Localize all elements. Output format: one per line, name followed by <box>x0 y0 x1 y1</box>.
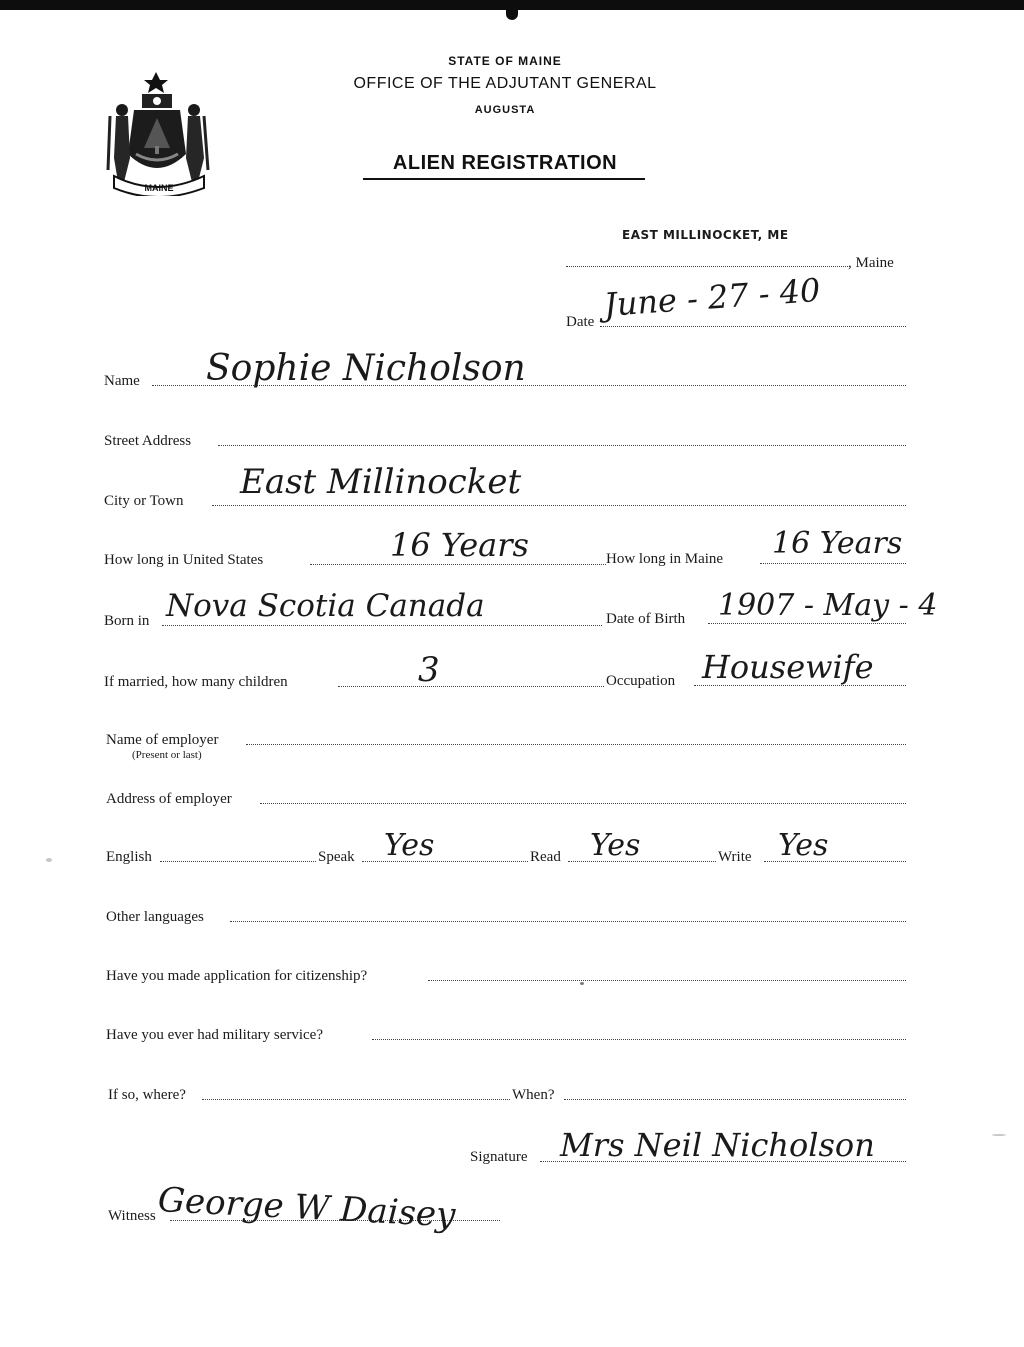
street-label: Street Address <box>104 433 192 449</box>
maine-label: , Maine <box>848 255 894 271</box>
military-label: Have you ever had military service? <box>106 1027 323 1043</box>
scan-dot <box>580 982 584 985</box>
scan-mark <box>992 1134 1006 1136</box>
header-city: AUGUSTA <box>474 104 536 116</box>
occupation-label: Occupation <box>606 673 676 689</box>
how-long-us-label: How long in United States <box>104 552 264 568</box>
occupation-value: Housewife <box>702 648 874 686</box>
employer-address-line[interactable] <box>260 803 906 804</box>
employer-name-line[interactable] <box>246 744 906 745</box>
city-value: East Millinocket <box>240 462 522 502</box>
write-value: Yes <box>778 828 829 863</box>
how-long-maine-label: How long in Maine <box>606 551 724 567</box>
english-line[interactable] <box>160 861 316 862</box>
born-in-label: Born in <box>104 613 150 629</box>
name-label: Name <box>104 373 140 389</box>
read-label: Read <box>530 849 561 865</box>
how-long-maine-line[interactable] <box>760 563 906 564</box>
employer-address-label: Address of employer <box>106 791 232 807</box>
street-line[interactable] <box>218 445 906 446</box>
born-in-value: Nova Scotia Canada <box>166 588 485 624</box>
english-label: English <box>106 849 152 865</box>
witness-label: Witness <box>108 1208 156 1224</box>
military-line[interactable] <box>372 1039 906 1040</box>
city-line[interactable] <box>212 505 906 506</box>
svg-text:MAINE: MAINE <box>144 183 174 193</box>
header-state: STATE OF MAINE <box>448 54 562 68</box>
date-value: June - 27 - 40 <box>602 270 822 324</box>
date-line[interactable] <box>600 326 906 327</box>
how-long-us-line[interactable] <box>310 564 606 565</box>
when-label: When? <box>512 1087 555 1103</box>
other-languages-label: Other languages <box>106 909 204 925</box>
speak-label: Speak <box>318 849 355 865</box>
witness-value: George W Daisey <box>156 1180 457 1236</box>
name-value: Sophie Nicholson <box>206 348 526 389</box>
where-line[interactable] <box>202 1099 510 1100</box>
other-languages-line[interactable] <box>230 921 906 922</box>
scan-smudge <box>46 858 52 862</box>
citizenship-line[interactable] <box>428 980 906 981</box>
employer-name-sublabel: (Present or last) <box>132 749 202 761</box>
how-long-maine-value: 16 Years <box>772 526 903 561</box>
date-of-birth-value: 1907 - May - 4 <box>718 588 938 623</box>
born-in-line[interactable] <box>162 625 602 626</box>
city-label: City or Town <box>104 493 184 509</box>
write-label: Write <box>718 849 752 865</box>
date-of-birth-line[interactable] <box>708 623 906 624</box>
children-line[interactable] <box>338 686 604 687</box>
town-line[interactable] <box>566 266 848 267</box>
date-label: Date <box>566 314 595 330</box>
signature-value: Mrs Neil Nicholson <box>560 1126 875 1164</box>
employer-name-label: Name of employer <box>106 732 219 748</box>
children-label: If married, how many children <box>104 674 288 690</box>
header-office: OFFICE OF THE ADJUTANT GENERAL <box>353 75 657 92</box>
citizenship-label: Have you made application for citizenship? <box>106 968 368 984</box>
form-title: ALIEN REGISTRATION <box>392 152 618 174</box>
scan-top-notch <box>506 6 518 20</box>
speak-value: Yes <box>384 828 435 863</box>
when-line[interactable] <box>564 1099 906 1100</box>
how-long-us-value: 16 Years <box>390 526 529 564</box>
where-label: If so, where? <box>108 1087 186 1103</box>
title-underline <box>363 178 645 180</box>
read-value: Yes <box>590 828 641 863</box>
town-stamp: EAST MILLINOCKET, ME <box>622 228 789 242</box>
date-of-birth-label: Date of Birth <box>606 611 686 627</box>
children-value: 3 <box>418 650 440 690</box>
signature-label: Signature <box>470 1149 528 1165</box>
